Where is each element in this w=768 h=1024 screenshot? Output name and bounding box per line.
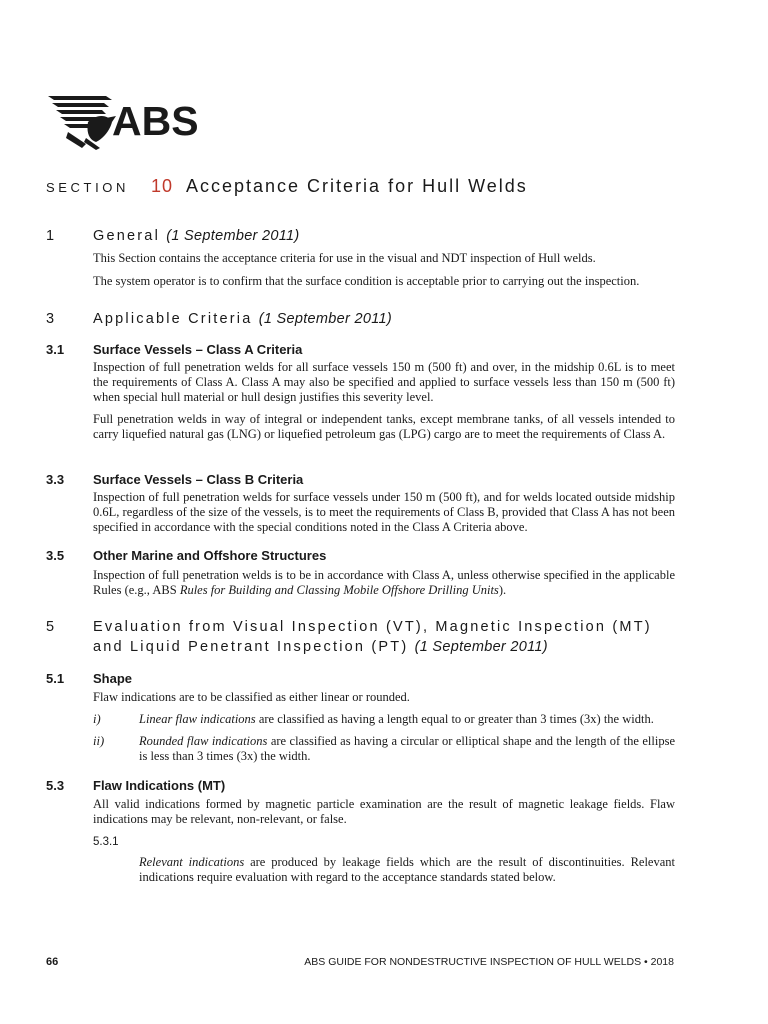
relevant-definition: are produced by leakage fields which are the result of discontinuities. Relevant indications require evaluation with regard to the acceptance standards stated below. — [139, 855, 675, 884]
heading-3-5-number: 3.5 — [46, 548, 65, 563]
heading-3-title — [93, 311, 392, 327]
class-a-paragraph-2: Full penetration welds in way of integral or independent tanks, except membrane tanks, of all vessels intended to carry liquefied natural gas (LNG) or liquefied petroleum gas (LPG) cargo are to meet the requirements of Class A. — [93, 412, 675, 441]
list-item — [139, 734, 675, 764]
heading-5-title-line2 — [93, 639, 548, 655]
heading-3-3-number: 3.3 — [46, 472, 65, 487]
section-label: SECTION — [46, 180, 129, 195]
shape-paragraph: Flaw indications are to be classified as either linear or rounded. — [93, 690, 410, 704]
heading-3-1-title: Surface Vessels – Class A Criteria — [93, 342, 303, 357]
section-title: Acceptance Criteria for Hull Welds — [186, 176, 528, 196]
relevant-term: Relevant indications — [139, 855, 245, 869]
list-item-label: i) — [93, 712, 101, 726]
page-number: 66 — [46, 956, 59, 968]
heading-5-date: (1 September 2011) — [414, 639, 548, 655]
heading-3-1-number: 3.1 — [46, 342, 65, 357]
list-item-label: ii) — [93, 734, 105, 748]
heading-3-number: 3 — [46, 311, 55, 327]
class-a-paragraph-1: Inspection of full penetration welds for all surface vessels 150 m (500 ft) and over, in the midship 0.6L is to meet the requirements of Class A. Class A may also be specified and applied to surface vessels less than 150 m (500 ft) when special hull material or hull design justifies this severity level. — [93, 360, 675, 404]
footer-guide-title: ABS GUIDE FOR NONDESTRUCTIVE INSPECTION OF HULL WELDS • 2018 — [304, 956, 674, 968]
linear-definition: are classified as having a length equal to or greater than 3 times (3x) the width. — [255, 712, 654, 726]
linear-term: Linear flaw indications — [139, 712, 256, 726]
other-structures-text-a: Inspection of full penetration welds is to be in accordance with Class A, unless otherwise specified in the applicable Rules (e.g., ABS — [93, 568, 675, 597]
rules-reference: Rules for Building and Classing Mobile Offshore Drilling Units — [179, 583, 499, 597]
heading-5-3-number: 5.3 — [46, 778, 65, 793]
heading-1-number: 1 — [46, 228, 55, 244]
other-structures-paragraph — [93, 568, 675, 598]
section-number: 10 — [151, 176, 174, 196]
heading-1-title — [93, 228, 300, 244]
abs-logo — [46, 92, 208, 154]
heading-5-title-line1: Evaluation from Visual Inspection (VT), Magnetic Inspection (MT) — [93, 619, 652, 635]
heading-3-3-title: Surface Vessels – Class B Criteria — [93, 472, 304, 487]
logo-wordmark: ABS — [112, 98, 199, 144]
heading-3-5-title: Other Marine and Offshore Structures — [93, 548, 327, 563]
heading-1-date: (1 September 2011) — [166, 228, 300, 244]
heading-1-title-text: General — [93, 228, 160, 244]
general-paragraph-2: The system operator is to confirm that the surface condition is acceptable prior to carrying out the inspection. — [93, 274, 640, 288]
heading-5-1-title: Shape — [93, 671, 133, 686]
flaw-indications-paragraph: All valid indications formed by magnetic particle examination are the result of magnetic leakage fields. Flaw indications may be relevant, non-relevant, or false. — [93, 797, 675, 826]
relevant-indications-paragraph — [139, 855, 675, 885]
heading-5-number: 5 — [46, 619, 55, 635]
class-b-paragraph: Inspection of full penetration welds for surface vessels under 150 m (500 ft), and for welds located outside midship 0.6L, regardless of the size of the vessels, is to meet the requirements of Class B, provided that Class A has not been specified in accordance with the special conditions noted in the Class A Criteria above. — [93, 490, 675, 534]
heading-5-title-line2-text: and Liquid Penetrant Inspection (PT) — [93, 639, 409, 655]
general-paragraph-1: This Section contains the acceptance criteria for use in the visual and NDT inspection of Hull welds. — [93, 251, 596, 265]
rounded-definition: are classified as having a circular or elliptical shape and the length of the ellipse is less than 3 times (3x) the width. — [139, 734, 675, 763]
subsection-number: 5.3.1 — [93, 836, 119, 848]
other-structures-text-c: ). — [498, 583, 507, 597]
heading-5-3-title: Flaw Indications (MT) — [93, 778, 226, 793]
list-item — [139, 712, 675, 727]
heading-5-1-number: 5.1 — [46, 671, 65, 686]
rounded-term: Rounded flaw indications — [139, 734, 268, 748]
heading-3-date: (1 September 2011) — [258, 311, 392, 327]
heading-3-title-text: Applicable Criteria — [93, 311, 253, 327]
